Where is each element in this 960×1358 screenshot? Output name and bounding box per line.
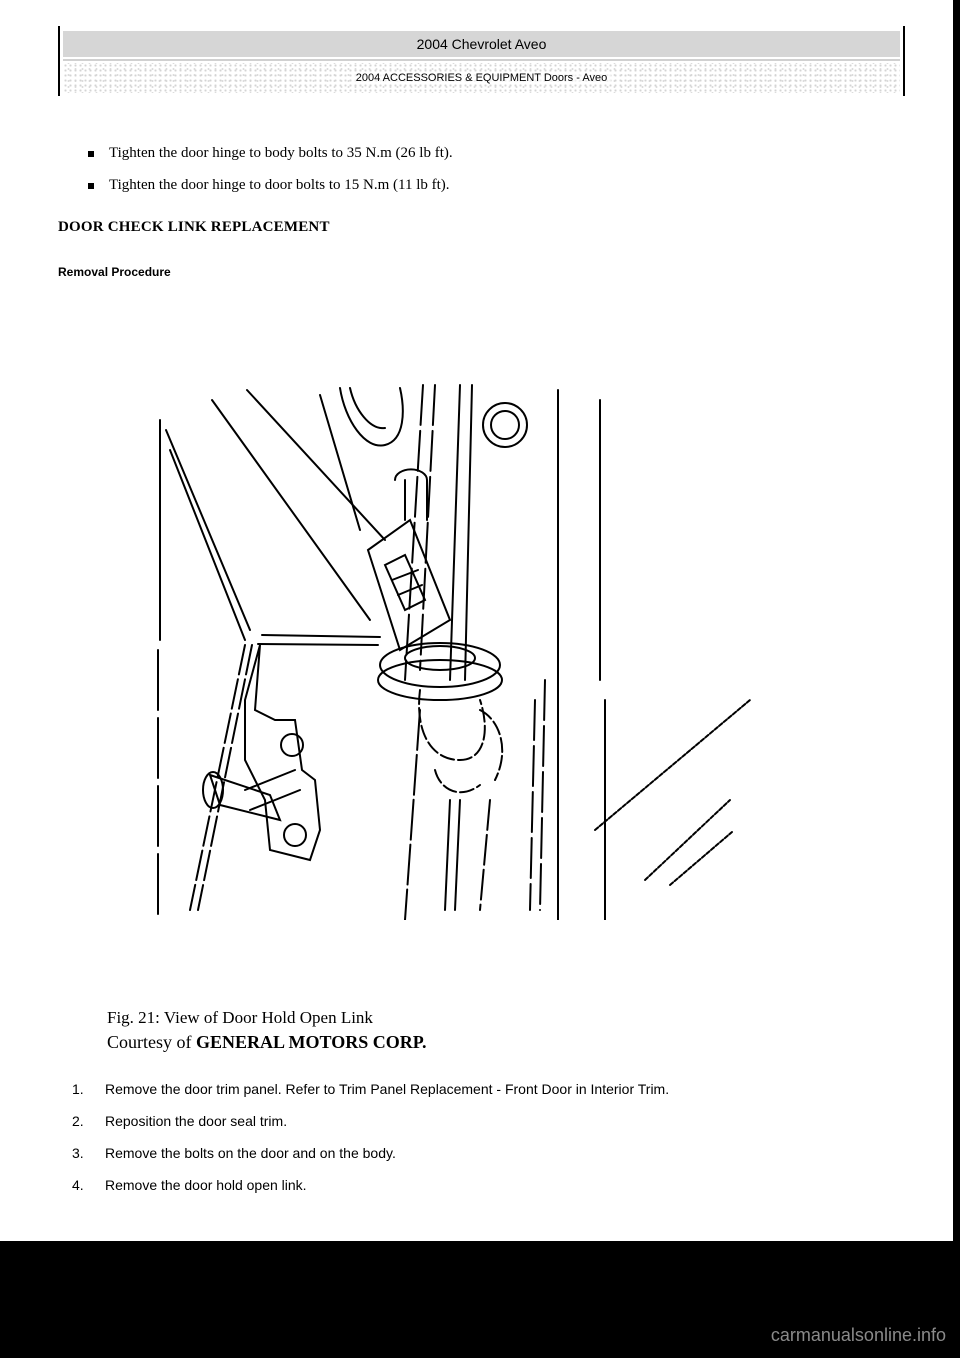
step-number: 4. bbox=[72, 1177, 84, 1193]
credit-prefix: Courtesy of bbox=[107, 1032, 196, 1052]
door-hold-open-link-illustration bbox=[150, 380, 770, 920]
step-number: 3. bbox=[72, 1145, 84, 1161]
bullet-item: Tighten the door hinge to door bolts to 15 N.m (11 lb ft). bbox=[88, 172, 453, 204]
step-text: Remove the door trim panel. Refer to Trim Panel Replacement - Front Door in Interior Trim. bbox=[105, 1081, 670, 1097]
step-number: 1. bbox=[72, 1081, 84, 1097]
procedure-step bbox=[72, 1174, 872, 1196]
header-subtitle-bar bbox=[63, 63, 900, 93]
header-title bbox=[63, 31, 900, 57]
page-header bbox=[58, 26, 905, 96]
bullet-item: Tighten the door hinge to body bolts to 35 N.m (26 lb ft). bbox=[88, 140, 453, 172]
step-number: 2. bbox=[72, 1113, 84, 1129]
vehicle-title: 2004 Chevrolet Aveo bbox=[416, 36, 547, 52]
figure-credit bbox=[107, 1030, 427, 1055]
header-divider bbox=[63, 59, 900, 61]
procedure-steps bbox=[72, 1078, 872, 1206]
step-text: Remove the bolts on the door and on the body. bbox=[105, 1145, 396, 1161]
procedure-step bbox=[72, 1078, 872, 1100]
section-breadcrumb: 2004 ACCESSORIES & EQUIPMENT Doors - Aveo bbox=[352, 72, 611, 84]
torque-bullet-list bbox=[88, 140, 453, 204]
procedure-step bbox=[72, 1110, 872, 1132]
credit-company: GENERAL MOTORS CORP. bbox=[196, 1032, 427, 1052]
procedure-step bbox=[72, 1142, 872, 1164]
figure-caption-title: Fig. 21: View of Door Hold Open Link bbox=[107, 1008, 373, 1027]
step-text: Reposition the door seal trim. bbox=[105, 1113, 288, 1129]
section-heading: DOOR CHECK LINK REPLACEMENT bbox=[58, 219, 330, 235]
watermark-link[interactable]: carmanualsonline.info bbox=[770, 1325, 946, 1345]
figure-caption bbox=[107, 1005, 427, 1055]
procedure-heading: Removal Procedure bbox=[58, 265, 171, 279]
step-text: Remove the door hold open link. bbox=[105, 1177, 307, 1193]
